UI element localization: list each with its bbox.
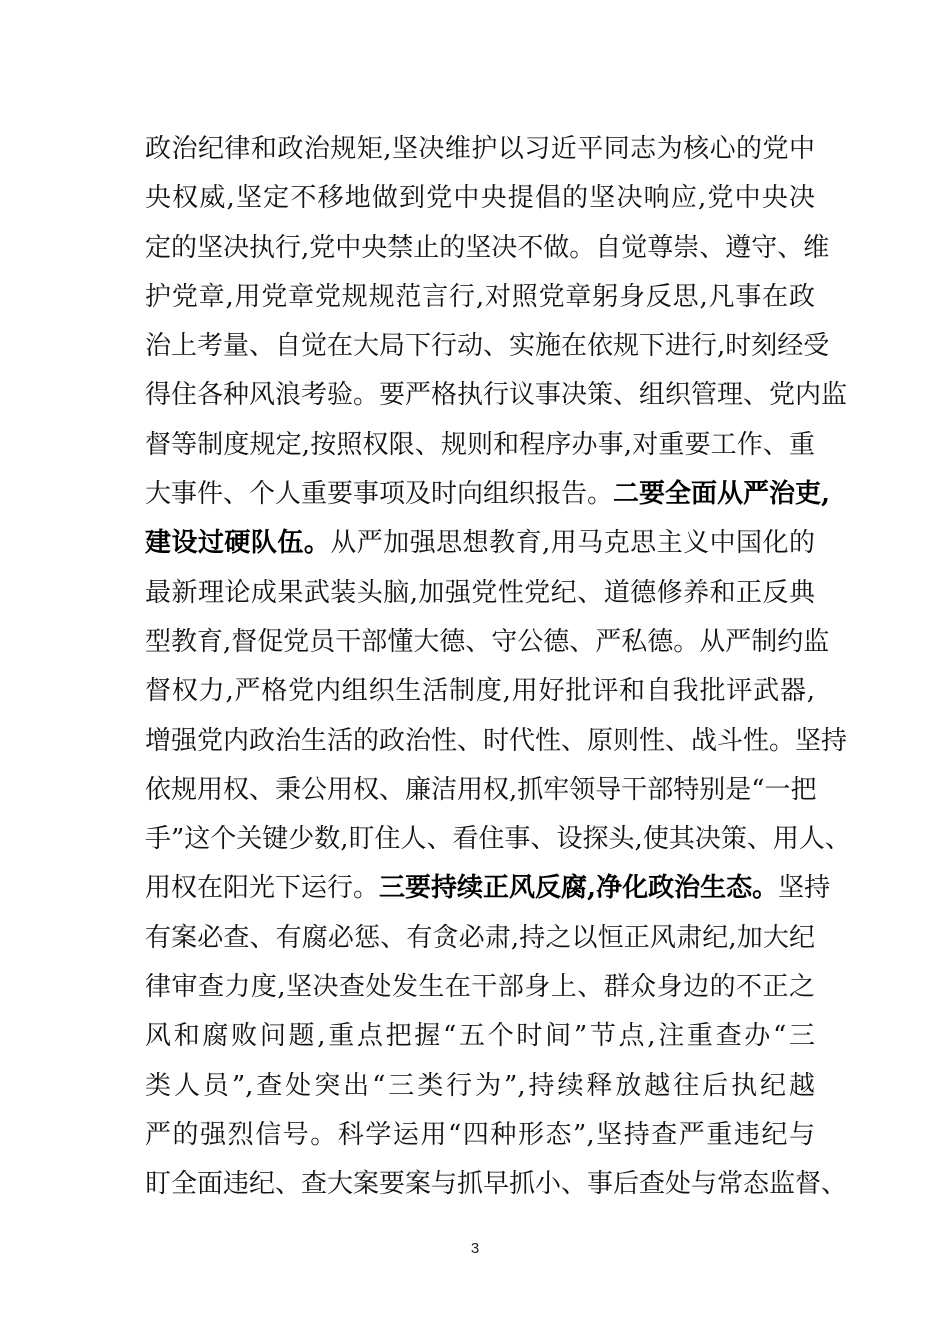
body-text-run: 用权在阳光下运行。 — [145, 873, 380, 904]
body-text-run: 得住各种风浪考验。要严格执行议事决策、组织管理、党内监 — [145, 380, 848, 411]
text-line — [145, 815, 851, 864]
text-line — [145, 125, 815, 174]
text-line — [145, 618, 830, 667]
body-text-run: 督等制度规定,按照权限、规则和程序办事,对重要工作、重 — [145, 429, 815, 460]
body-text-run: 从严加强思想教育,用马克思主义中国化的 — [330, 528, 815, 559]
body-text-run: 风和腐败问题,重点把握“五个时间”节点,注重查办“三 — [145, 1021, 815, 1052]
body-text-run: 督权力,严格党内组织生活制度,用好批评和自我批评武器, — [145, 676, 815, 707]
text-line — [145, 914, 815, 963]
body-text-run: 依规用权、秉公用权、廉洁用权,抓牢领导干部特别是“一把 — [145, 774, 817, 805]
text-line — [145, 1062, 815, 1111]
bold-heading-text: 三要持续正风反腐,净化政治生态。 — [379, 873, 779, 904]
text-line — [145, 766, 815, 815]
body-text-run: 最新理论成果武装头脑,加强党性党纪、道德修养和正反典 — [145, 577, 815, 608]
text-line — [145, 717, 848, 766]
bold-heading-text: 二要全面从严治吏, — [613, 479, 831, 510]
body-text-run: 型教育,督促党员干部懂大德、守公德、严私德。从严制约监 — [145, 626, 830, 657]
text-line — [145, 963, 815, 1012]
text-line — [145, 224, 830, 273]
body-text-run: 坚持 — [778, 873, 831, 904]
text-line — [145, 421, 815, 470]
body-text-run: 央权威,坚定不移地做到党中央提倡的坚决响应,党中央决 — [145, 183, 815, 214]
text-line — [145, 371, 848, 420]
body-text-run: 盯全面违纪、查大案要案与抓早抓小、事后查处与常态监督、 — [145, 1169, 848, 1200]
body-text-run: 有案必查、有腐必惩、有贪必肃,持之以恒正风肃纪,加大纪 — [145, 922, 815, 953]
text-line — [145, 1012, 815, 1061]
page-number: 3 — [470, 1240, 480, 1257]
text-line — [145, 667, 815, 716]
body-text-run: 护党章,用党章党规规范言行,对照党章躬身反思,凡事在政 — [145, 281, 815, 312]
body-text — [145, 125, 851, 1210]
text-line — [145, 322, 830, 371]
text-line — [145, 1111, 815, 1160]
body-text-run: 律审查力度,坚决查处发生在干部身上、群众身边的不正之 — [145, 972, 815, 1003]
text-line — [145, 470, 831, 519]
text-line — [145, 569, 815, 618]
body-text-run: 政治纪律和政治规矩,坚决维护以习近平同志为核心的党中 — [145, 134, 815, 164]
body-text-run: 手”这个关键少数,盯住人、看住事、设探头,使其决策、用人、 — [145, 824, 851, 855]
text-line — [145, 174, 815, 223]
body-text-run: 增强党内政治生活的政治性、时代性、原则性、战斗性。坚持 — [145, 725, 848, 756]
text-line — [145, 273, 815, 322]
body-text-run: 类人员”,查处突出“三类行为”,持续释放越往后执纪越 — [145, 1070, 815, 1101]
text-line — [145, 1160, 848, 1209]
text-line — [145, 519, 815, 568]
body-text-run: 治上考量、自觉在大局下行动、实施在依规下进行,时刻经受 — [145, 331, 830, 362]
body-text-run: 严的强烈信号。科学运用“四种形态”,坚持查严重违纪与 — [145, 1119, 815, 1150]
bold-heading-text: 建设过硬队伍。 — [145, 528, 331, 559]
body-text-run: 定的坚决执行,党中央禁止的坚决不做。自觉尊崇、遵守、维 — [145, 232, 830, 263]
text-line — [145, 864, 831, 913]
body-text-run: 大事件、个人重要事项及时向组织报告。 — [145, 479, 614, 510]
